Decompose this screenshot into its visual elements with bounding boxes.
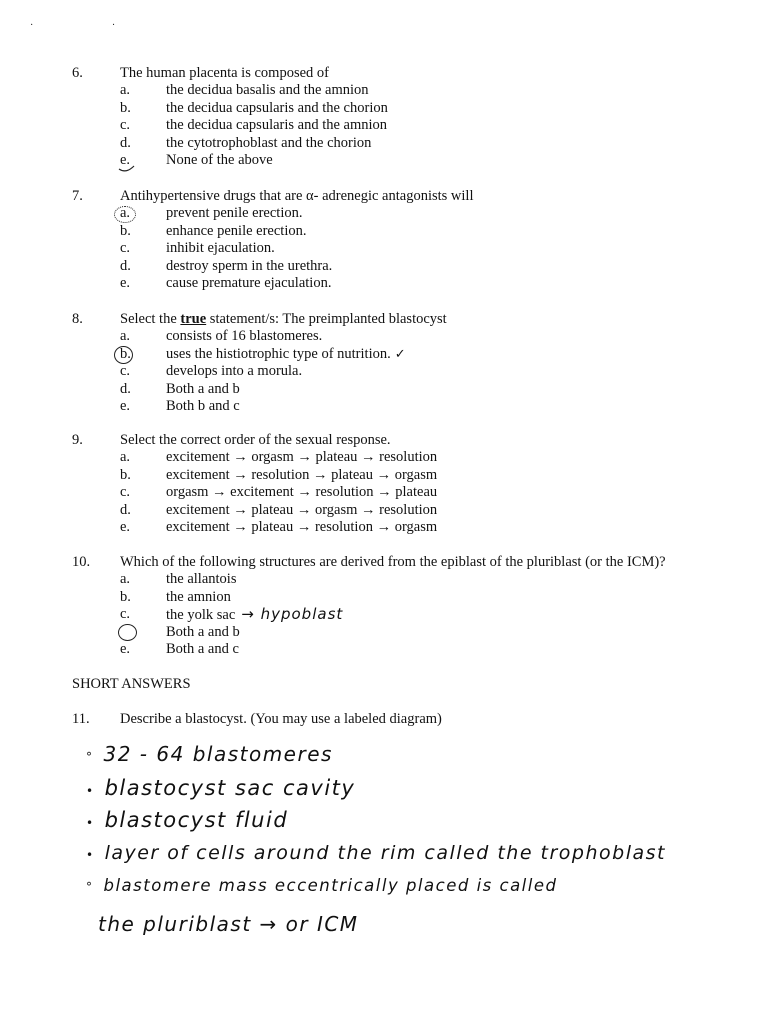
option-text: excitement → resolution → plateau → orgasm xyxy=(166,466,438,483)
option-text: develops into a morula. xyxy=(166,363,303,379)
option-text: excitement → plateau → orgasm → resolution xyxy=(166,501,438,518)
option-a[interactable] xyxy=(72,449,752,467)
option-b[interactable] xyxy=(72,100,752,118)
bullet-icon: • xyxy=(86,784,95,798)
option-a[interactable] xyxy=(72,82,752,100)
option-a[interactable] xyxy=(72,205,752,223)
question-number: 11. xyxy=(72,711,90,727)
question-stem xyxy=(72,710,752,728)
handwritten-answer-line xyxy=(86,876,557,895)
question-text: Antihypertensive drugs that are α- adrenegic antagonists will xyxy=(120,188,474,204)
option-text: the decidua basalis and the amnion xyxy=(166,82,369,98)
answer-text: the pluriblast → or ICM xyxy=(98,912,359,936)
question-6 xyxy=(72,64,752,170)
answer-text: blastocyst sac cavity xyxy=(104,776,356,800)
scan-specks: · · xyxy=(30,20,154,31)
option-letter: d. xyxy=(120,134,131,151)
question-text: Select the correct order of the sexual response. xyxy=(120,432,391,448)
option-letter: a. xyxy=(120,205,131,221)
question-text xyxy=(120,310,447,328)
option-letter: d. xyxy=(120,380,131,397)
answer-mark-icon xyxy=(116,152,140,174)
question-stem xyxy=(72,431,752,449)
option-c[interactable] xyxy=(72,240,752,258)
option-text: destroy sperm in the urethra. xyxy=(166,257,333,274)
option-text: prevent penile erection. xyxy=(166,205,303,221)
handwritten-answer-line xyxy=(86,808,288,832)
bullet-icon: ° xyxy=(86,750,94,764)
answer-text: blastomere mass eccentrically placed is called xyxy=(103,876,558,895)
option-d[interactable] xyxy=(72,381,752,399)
question-stem xyxy=(72,310,752,328)
option-d[interactable] xyxy=(72,502,752,520)
option-letter: b. xyxy=(120,466,131,483)
option-text: the cytotrophoblast and the chorion xyxy=(166,134,372,151)
question-text: Describe a blastocyst. (You may use a labeled diagram) xyxy=(120,711,442,727)
option-b[interactable] xyxy=(72,467,752,485)
option-text: the amnion xyxy=(166,588,231,605)
question-text-end: statement/s: The preimplanted blastocyst xyxy=(206,311,447,327)
handwritten-note: → hypoblast xyxy=(241,605,344,623)
answer-text: 32 - 64 blastomeres xyxy=(103,742,333,766)
question-text-start: Select the xyxy=(120,311,181,327)
option-letter: b. xyxy=(120,99,131,116)
option-text-content: uses the histiotrophic type of nutrition. xyxy=(166,345,391,362)
question-stem xyxy=(72,64,752,82)
question-9 xyxy=(72,431,752,537)
option-letter: e. xyxy=(120,152,131,168)
handwritten-answer-line xyxy=(86,742,333,766)
option-letter: c. xyxy=(120,484,131,500)
option-letter: d. xyxy=(120,501,131,518)
option-b[interactable] xyxy=(72,589,752,607)
option-letter: e. xyxy=(120,275,131,291)
question-10 xyxy=(72,553,752,659)
answer-text: layer of cells around the rim called the trophoblast xyxy=(104,842,666,864)
option-letter: b. xyxy=(120,222,131,239)
option-letter: c. xyxy=(120,606,131,622)
question-number: 8. xyxy=(72,311,83,327)
option-letter: c. xyxy=(120,240,131,256)
question-11 xyxy=(72,710,752,728)
option-text: Both b and c xyxy=(166,398,240,414)
option-letter: d. xyxy=(120,257,131,274)
option-text: enhance penile erection. xyxy=(166,222,307,239)
option-letter: a. xyxy=(120,82,131,98)
question-stem xyxy=(72,187,752,205)
option-letter: d. xyxy=(120,623,131,640)
option-text: Both a and b xyxy=(166,380,240,397)
option-text: excitement → orgasm → plateau → resolution xyxy=(166,449,438,465)
option-letter: b. xyxy=(120,588,131,605)
option-letter: a. xyxy=(120,449,131,465)
option-a[interactable] xyxy=(72,328,752,346)
option-text: excitement → plateau → resolution → orgasm xyxy=(166,519,438,535)
question-7 xyxy=(72,187,752,293)
option-text: the decidua capsularis and the chorion xyxy=(166,99,388,116)
option-text: Both a and c xyxy=(166,641,239,657)
bullet-icon: • xyxy=(86,816,95,830)
option-letter: b. xyxy=(120,345,131,362)
option-d[interactable] xyxy=(72,624,752,642)
option-text: inhibit ejaculation. xyxy=(166,240,275,256)
option-text: orgasm → excitement → resolution → plateau xyxy=(166,484,438,500)
option-text: Both a and b xyxy=(166,623,240,640)
option-d[interactable] xyxy=(72,135,752,153)
option-c[interactable] xyxy=(72,484,752,502)
checkmark-icon: ✓ xyxy=(394,346,406,362)
option-letter: a. xyxy=(120,571,131,587)
option-letter: e. xyxy=(120,398,131,414)
question-number: 10. xyxy=(72,554,91,570)
option-c[interactable] xyxy=(72,606,752,624)
option-letter: c. xyxy=(120,363,131,379)
answer-text: blastocyst fluid xyxy=(104,808,289,832)
question-8 xyxy=(72,310,752,416)
handwritten-answer-line xyxy=(86,776,355,800)
option-d[interactable] xyxy=(72,258,752,276)
option-letter: c. xyxy=(120,117,131,133)
option-text-content: the yolk sac xyxy=(166,607,236,623)
option-c[interactable] xyxy=(72,363,752,381)
option-letter: a. xyxy=(120,328,131,344)
option-text: consists of 16 blastomeres. xyxy=(166,328,323,344)
bullet-icon: ° xyxy=(86,880,94,894)
question-number: 6. xyxy=(72,65,83,81)
question-number: 9. xyxy=(72,432,83,448)
option-e[interactable] xyxy=(72,641,752,659)
option-text xyxy=(166,346,406,364)
option-letter: e. xyxy=(120,519,131,535)
option-text: the decidua capsularis and the amnion xyxy=(166,117,388,133)
option-c[interactable] xyxy=(72,117,752,135)
question-number: 7. xyxy=(72,188,83,204)
question-text: The human placenta is composed of xyxy=(120,65,329,81)
bullet-icon: • xyxy=(86,848,95,862)
option-e[interactable] xyxy=(72,519,752,537)
option-text: None of the above xyxy=(166,152,273,168)
option-e[interactable] xyxy=(72,398,752,416)
emphasis-true: true xyxy=(180,311,207,327)
option-letter: e. xyxy=(120,641,131,657)
option-text xyxy=(166,606,343,625)
handwritten-answer-line xyxy=(86,842,666,864)
option-b[interactable] xyxy=(72,223,752,241)
option-e[interactable] xyxy=(72,152,752,170)
option-a[interactable] xyxy=(72,571,752,589)
option-b[interactable] xyxy=(72,346,752,364)
section-title: SHORT ANSWERS xyxy=(72,676,191,692)
question-text: Which of the following structures are derived from the epiblast of the pluriblast (or the ICM)? xyxy=(120,554,666,570)
question-stem xyxy=(72,553,752,571)
option-text: cause premature ejaculation. xyxy=(166,275,332,291)
option-text: the allantois xyxy=(166,571,237,587)
handwritten-answer-line xyxy=(98,912,359,936)
option-e[interactable] xyxy=(72,275,752,293)
